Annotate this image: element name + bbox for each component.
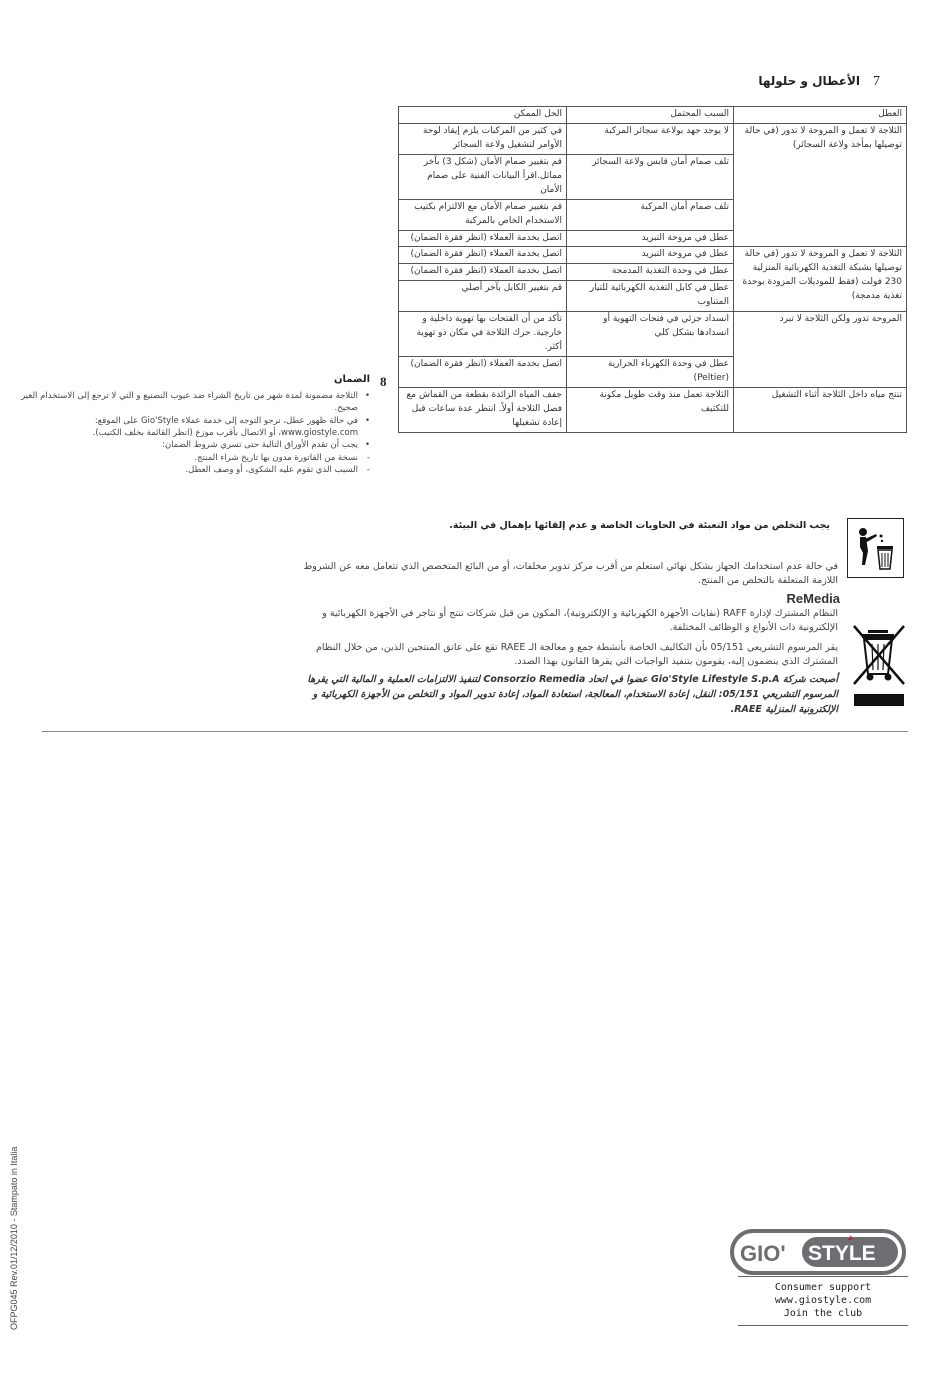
fault-cell: المروحة تدور ولكن الثلاجة لا تبرد <box>734 312 907 388</box>
brand-gio-text: GIO' <box>740 1241 786 1266</box>
list-item: - السبب الذي تقوم عليه الشكوى، أو وصف العطل. <box>185 464 370 475</box>
support-line: Join the club <box>783 1308 863 1319</box>
warranty-list <box>20 390 370 476</box>
section-divider <box>42 731 908 732</box>
table-header-row <box>399 107 907 124</box>
header-fault: العطل <box>734 107 907 124</box>
section-title-troubleshooting: الأعطال و حلولها <box>758 74 860 88</box>
solution-cell: قم بتغيير صمام الأمان (شكل 3) بآخر مماثل.اقرأ البيانات الفنية على صمام الأمان <box>399 154 567 199</box>
solution-cell: جفف المياه الزائدة بقطعة من القماش مع فصل الثلاجة أولاً. انتظر عدة ساعات قبل إعادة تشغيلها <box>399 387 567 432</box>
disposal-paragraph: في حالة عدم استخدامك الجهاز بشكل نهائي استعلم من أقرب مركز تدوير مخلفات، أو من البائع المتخصص الذي تتعامل معه عن الشروط اللازمة المتعلقة بالتخلص من المنتج. <box>303 561 838 587</box>
fault-cell: الثلاجة لا تعمل و المروحة لا تدور (في حالة توصيلها بشبكة التغذية الكهربائية المنزلية 230 فولت (فقط للموديلات المزودة بوحدة تغذية مدمجة) <box>734 247 907 312</box>
list-item: • يجب أن تقدم الأوراق التالية حتى تسري شروط الضمان: <box>162 440 370 451</box>
table-row <box>399 247 907 264</box>
disposal-paragraph-bold: أصبحت شركة Gio'Style Lifestyle S.p.A عضوا في اتحاد Consorzio Remedia لتنفيذ الالتزامات العملية و المالية التي يقرها المرسوم التشريعي 05/151: النقل، إعادة الاستخدام، المعالجة، استعادة المواد، إعادة تدوير المواد و التخلص من الأجهزة الكهربائية و الإلكترونية المنزلية RAEE. <box>307 674 838 716</box>
list-item: • الثلاجة مضمونة لمدة شهر من تاريخ الشراء ضد عيوب التصنيع و التي لا ترجع إلى الاستخدام الغير صحيح. <box>21 391 370 414</box>
remedia-logo: ReMedia <box>786 591 840 606</box>
section-number-7: 7 <box>873 74 880 89</box>
support-website-link[interactable]: www.giostyle.com <box>774 1295 872 1306</box>
crossed-wheelie-bin-icon <box>850 622 908 710</box>
table-row <box>399 312 907 357</box>
solution-cell: اتصل بخدمة العملاء (انظر فقرة الضمان) <box>399 230 567 247</box>
cause-cell: الثلاجة تعمل منذ وقت طويل مكونة للتكثيف <box>567 387 734 432</box>
fault-cell: الثلاجة لا تعمل و المروحة لا تدور (في حالة توصيلها بمأخذ ولاعة السجائر) <box>734 123 907 247</box>
trash-disposal-icon <box>847 518 904 578</box>
solution-cell: اتصل بخدمة العملاء (انظر فقرة الضمان) <box>399 264 567 281</box>
list-item: - نسخة من الفاتورة مدون بها تاريخ شراء المنتج. <box>194 452 370 463</box>
list-item: • في حالة ظهور عطل، نرجو التوجه إلى خدمة عملاء Gio'Style على الموقع: www.giostyle.com، أو الاتصال بأقرب موزع (انظر القائمة بخلف الكتيب). <box>92 415 370 438</box>
disposal-paragraph: النظام المشترك لإدارة RAFF (نفايات الأجهزة الكهربائية و الإلكترونية)، المكون من قبل شركات تنتج أو تتاجر في الأجهزة الكهربائية و الإلكترونية ذات الأنواع و الوظائف المختلفة. <box>322 608 838 634</box>
cause-cell: تلف صمام أمان قابس ولاعة السجائر <box>567 154 734 199</box>
disposal-paragraph: يقر المرسوم التشريعي 05/151 بأن التكاليف الخاصة بأنشطة جمع و معالجة الـ RAEE تقع على عاتق المنتجين الذين، من خلال النظام المشترك الذي ينضمون إليه، يقومون بتنفيذ الواجبات التي يقرها القانون بهذا الصدد. <box>315 642 838 668</box>
support-line: Consumer support <box>774 1282 872 1293</box>
header-cause: السبب المحتمل <box>567 107 734 124</box>
header-solution: الحل الممكن <box>399 107 567 124</box>
table-row <box>399 387 907 432</box>
cause-cell: لا يوجد جهد بولاعة سجائر المركبة <box>567 123 734 154</box>
solution-cell: اتصل بخدمة العملاء (انظر فقرة الضمان) <box>399 247 567 264</box>
troubleshooting-table <box>398 106 907 433</box>
solution-cell: قم بتغيير الكابل بآخر أصلي <box>399 281 567 312</box>
cause-cell: عطل في كابل التغذية الكهربائية للتيار المتناوب <box>567 281 734 312</box>
cause-cell: انسداد جزئي في فتحات التهوية أو انسدادها بشكل كلي <box>567 312 734 357</box>
solution-cell: في كثير من المركبات يلزم إيقاد لوحة الأوامر لتشغيل ولاعة السجائر <box>399 123 567 154</box>
solution-cell: اتصل بخدمة العملاء (انظر فقرة الضمان) <box>399 357 567 388</box>
cause-cell: عطل في مروحة التبريد <box>567 247 734 264</box>
consumer-support-box <box>738 1281 908 1320</box>
cause-cell: عطل في وحدة التغذية المدمجة <box>567 264 734 281</box>
table-row <box>399 123 907 154</box>
giostyle-logo <box>728 1227 908 1277</box>
support-divider-top <box>738 1276 908 1277</box>
solution-cell: قم بتغيير صمام الأمان مع الالتزام بكتيب الاستخدام الخاص بالمركبة <box>399 199 567 230</box>
disposal-heading: يجب التخلص من مواد التعبئة في الحاويات الخاصة و عدم إلقائها بإهمال في البيئة. <box>449 520 830 531</box>
cause-cell: تلف صمام أمان المركبة <box>567 199 734 230</box>
cause-cell: عطل في مروحة التبريد <box>567 230 734 247</box>
fault-cell: تنتج مياه داخل الثلاجة أثناء التشغيل <box>734 387 907 432</box>
print-info: OFPG045 Rev.01/12/2010 - Stampato in Italia <box>9 1146 19 1330</box>
section-title-warranty: الضمان <box>333 374 370 385</box>
section-number-8: 8 <box>380 374 387 389</box>
cause-cell: عطل في وحدة الكهرباء الحرارية (Peltier) <box>567 357 734 388</box>
solution-cell: تأكد من أن الفتحات بها تهوية داخلية و خارجية. حرك الثلاجة في مكان ذو تهوية أكثر. <box>399 312 567 357</box>
support-divider-bottom <box>738 1325 908 1326</box>
brand-style-text: STYLE <box>808 1242 876 1265</box>
